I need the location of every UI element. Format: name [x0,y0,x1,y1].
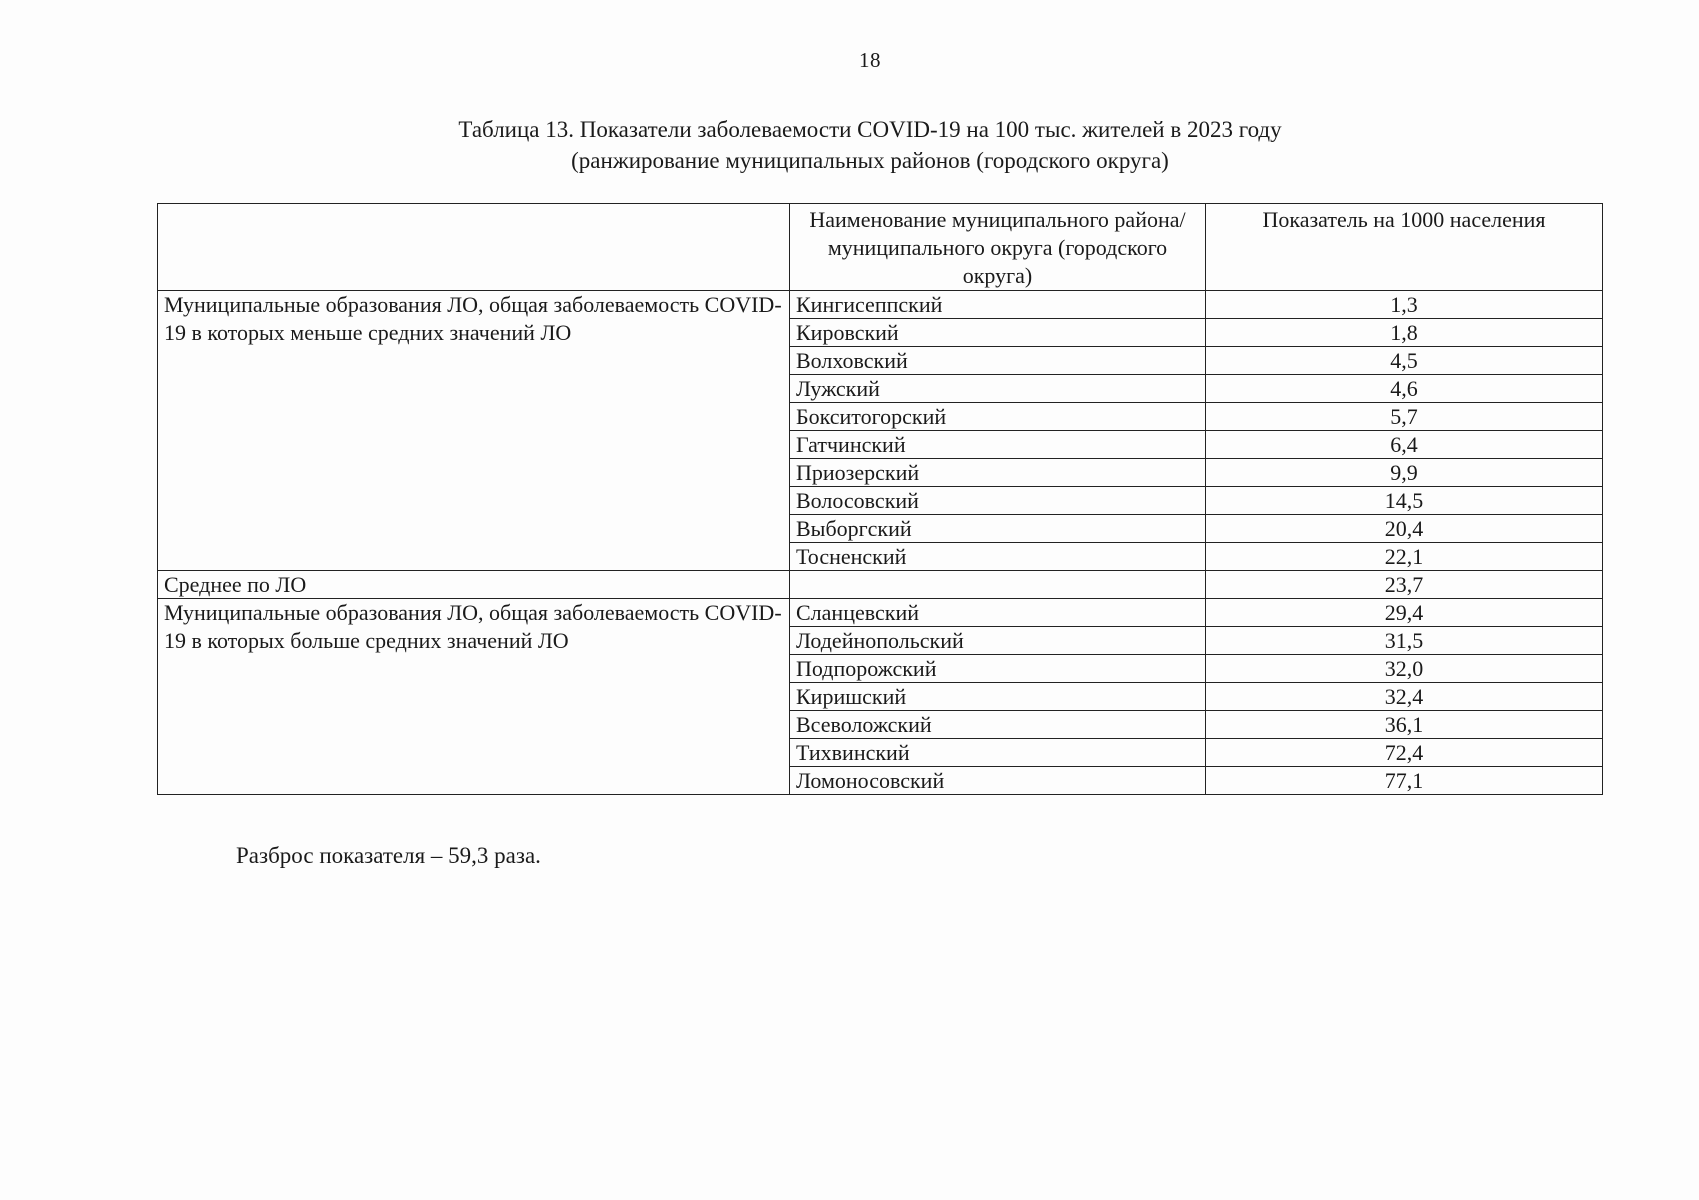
table-row [158,291,1603,319]
district-name: Кировский [790,319,1206,347]
indicator-value: 1,8 [1206,319,1603,347]
district-name: Тосненский [790,543,1206,571]
table-title [0,114,1699,176]
district-name: Подпорожский [790,655,1206,683]
indicator-value: 14,5 [1206,487,1603,515]
average-value: 23,7 [1206,571,1603,599]
district-name: Волховский [790,347,1206,375]
district-name: Бокситогорский [790,403,1206,431]
indicator-value: 31,5 [1206,627,1603,655]
district-name: Лодейнопольский [790,627,1206,655]
incidence-table [157,203,1603,795]
district-name: Лужский [790,375,1206,403]
average-label: Среднее по ЛО [158,571,790,599]
district-name: Волосовский [790,487,1206,515]
table-title-line-2: (ранжирование муниципальных районов (городского округа) [571,148,1169,173]
spread-note: Разброс показателя – 59,3 раза. [236,843,541,868]
district-name: Киришский [790,683,1206,711]
indicator-value: 32,4 [1206,683,1603,711]
indicator-value: 20,4 [1206,515,1603,543]
district-name [790,571,1206,599]
table-title-line-1: Таблица 13. Показатели заболеваемости COVID-19 на 100 тыс. жителей в 2023 году [458,117,1282,142]
indicator-value: 4,5 [1206,347,1603,375]
header-indicator: Показатель на 1000 населения [1206,204,1603,291]
indicator-value: 77,1 [1206,767,1603,795]
district-name: Тихвинский [790,739,1206,767]
indicator-value: 4,6 [1206,375,1603,403]
district-name: Кингисеппский [790,291,1206,319]
indicator-value: 22,1 [1206,543,1603,571]
district-name: Гатчинский [790,431,1206,459]
header-group-column [158,204,790,291]
indicator-value: 1,3 [1206,291,1603,319]
district-name: Ломоносовский [790,767,1206,795]
indicator-value: 32,0 [1206,655,1603,683]
district-name: Выборгский [790,515,1206,543]
table-row [158,599,1603,627]
table-header-row [158,204,1603,291]
page-number: 18 [859,48,881,72]
district-name: Приозерский [790,459,1206,487]
indicator-value: 72,4 [1206,739,1603,767]
average-row [158,571,1603,599]
header-district-name: Наименование муниципального района/муниципального округа (городского округа) [790,204,1206,291]
group-label-above-average: Муниципальные образования ЛО, общая заболеваемость COVID-19 в которых больше средних значений ЛО [158,599,790,795]
group-label-below-average: Муниципальные образования ЛО, общая заболеваемость COVID-19 в которых меньше средних значений ЛО [158,291,790,571]
district-name: Всеволожский [790,711,1206,739]
indicator-value: 5,7 [1206,403,1603,431]
indicator-value: 9,9 [1206,459,1603,487]
indicator-value: 29,4 [1206,599,1603,627]
indicator-value: 6,4 [1206,431,1603,459]
indicator-value: 36,1 [1206,711,1603,739]
district-name: Сланцевский [790,599,1206,627]
